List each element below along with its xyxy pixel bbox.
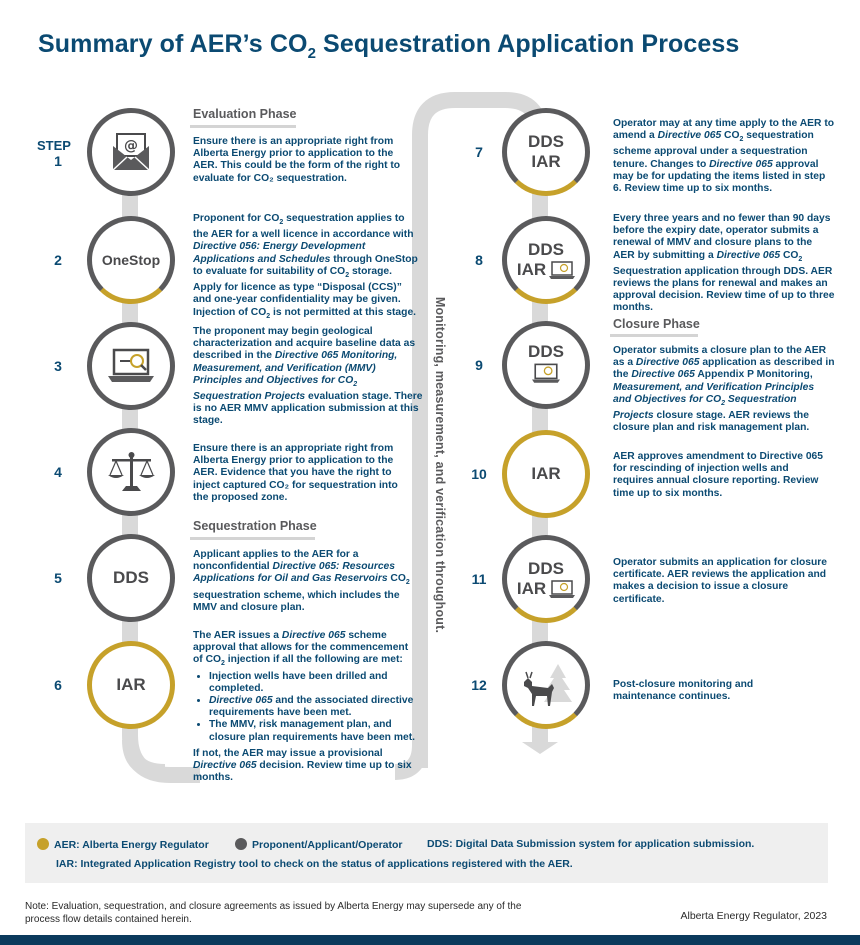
- step-number-6: 6: [54, 677, 62, 693]
- step-3-circle: [87, 322, 175, 410]
- legend-iar: IAR: Integrated Application Registry tool to check on the status of applications registered with the AER.: [56, 858, 573, 870]
- dds-label: DDS: [528, 240, 564, 259]
- step-12-description: Post-closure monitoring and maintenance continues.: [613, 679, 754, 703]
- closure-phase-underline: [610, 334, 698, 337]
- sequestration-phase-underline: [190, 537, 315, 540]
- step-number-5: 5: [54, 570, 62, 586]
- legend-proponent: [235, 838, 403, 851]
- step-number-7: 7: [475, 144, 483, 160]
- laptop-magnifier-icon: [532, 362, 560, 384]
- step-1-circle: [87, 108, 175, 196]
- step-9-labels: [528, 342, 564, 389]
- step-number-8: 8: [475, 252, 483, 268]
- iar-row: [517, 260, 575, 280]
- legend-aer: [37, 838, 209, 851]
- step-6-description: The AER issues a Directive 065 scheme approval that allows for the commencement of $CO_2$ injection if all the following are met: • Injection wells have been drilled and completed. • Directive 065 and the associated directive requirements have been met. • The MMV, risk management plan, and closure plan requirements have been met. If not, the AER may issue a provisional Directive 065 decision. Review time up to six months.: [193, 630, 418, 784]
- laptop-magnifier-icon: [106, 344, 156, 388]
- dds-iar-label: DDS IAR: [528, 132, 564, 171]
- step-number-9: 9: [475, 357, 483, 373]
- step-3-description: The proponent may begin geological characterization and acquire baseline data as described in the Directive 065 Monitoring, Measurement, and Verification (MMV) Principles and Objectives for $CO_2$ Sequestration Projects evaluation stage. There is no AER MMV application submission at this stage.: [193, 326, 423, 427]
- dds-label: DDS: [113, 568, 149, 587]
- legend-dds: DDS: Digital Data Submission system for application submission.: [427, 838, 755, 850]
- step-11-circle: [502, 535, 590, 623]
- deer-tree-icon: [518, 660, 574, 710]
- iar-label: IAR: [516, 579, 547, 598]
- step-number-3: 3: [54, 358, 62, 374]
- step-9-description: Operator submits a closure plan to the AER as a Directive 065 application as described in the Directive 065 Appendix P Monitoring, Measurement, and Verification Principles and Objectives for $CO_2$ Sequestration Projects closure stage. AER reviews the closure plan and risk management plan.: [613, 345, 835, 434]
- step-8-labels: [517, 240, 575, 280]
- step-number-1: 1: [54, 153, 62, 169]
- step-number-12: 12: [471, 677, 487, 693]
- step-5-circle: [87, 534, 175, 622]
- step-7-circle: [502, 108, 590, 196]
- step-11-labels: [517, 559, 575, 599]
- onestop-label: OneStop: [101, 252, 161, 268]
- laptop-magnifier-icon: [549, 579, 575, 599]
- step-2-description: Proponent for $CO_2$ sequestration applies to the AER for a well licence in accordance with Directive 056: Energy Development Applications and Schedules through OneStop to evaluate for suitability of $CO_2$ storage. Apply for licence as type “Disposal (CCS)” and one-year confidentiality may be given. Injection of $CO_2$ is not permitted at this stage.: [193, 213, 418, 320]
- iar-label: IAR: [531, 464, 561, 483]
- iar-label: IAR: [116, 675, 146, 694]
- step-8-circle: [502, 216, 590, 304]
- page-title: Summary of AER’s $CO_2$ Sequestration Application Process: [38, 30, 740, 62]
- dds-label: DDS: [528, 341, 564, 361]
- scales-icon: [106, 449, 156, 495]
- laptop-magnifier-icon: [549, 260, 575, 280]
- step-12-circle: [502, 641, 590, 729]
- step-6-circle: [87, 641, 175, 729]
- step-5-description: Applicant applies to the AER for a nonconfidential Directive 065: Resources Applications for Oil and Gas Reservoirs $CO_2$ sequestration scheme, which includes the MMV and closure plan.: [193, 549, 410, 613]
- legend-proponent-text: Proponent/Applicant/Operator: [252, 839, 403, 851]
- step-9-circle: [502, 321, 590, 409]
- step-number-10: 10: [471, 466, 487, 482]
- dds-label: DDS: [528, 559, 564, 578]
- step-number-11: 11: [471, 571, 487, 587]
- iar-label: IAR: [516, 260, 547, 279]
- iar-row: [517, 579, 575, 599]
- email-icon: [109, 130, 153, 174]
- step-2-circle: [87, 216, 175, 304]
- step-8-description: Every three years and no fewer than 90 days before the expiry date, operator submits a renewal of MMV and closure plans to the AER by submitting a Directive 065 $CO_2$ Sequestration application through DDS. AER reviews the plans for renewal and makes an approval decision. Review time of up to three months.: [613, 213, 835, 314]
- step-number-4: 4: [54, 464, 62, 480]
- grey-dot-icon: [235, 838, 247, 850]
- step-word: STEP: [37, 138, 71, 153]
- step-1-description: Ensure there is an appropriate right from Alberta Energy prior to application to the AER. This could be the form of the right to evaluate for CO₂ sequestration.: [193, 136, 401, 184]
- step-10-description: AER approves amendment to Directive 065 for rescinding of injection wells and requires annual closure reporting. Review time up to six months.: [613, 451, 824, 499]
- footnote: Note: Evaluation, sequestration, and closure agreements as issued by Alberta Energy may supersede any of the process flow details contained herein.: [25, 901, 522, 925]
- step-4-circle: [87, 428, 175, 516]
- step-4-description: Ensure there is an appropriate right from Alberta Energy prior to application to the AER. Evidence that you have the right to inject captured CO₂ for sequestration into the proposed zone.: [193, 443, 398, 503]
- gold-dot-icon: [37, 838, 49, 850]
- svg-text:@: @: [124, 138, 138, 154]
- step-7-description: Operator may at any time apply to the AER to amend a Directive 065 $CO_2$ sequestration scheme approval under a sequestration tenure. Changes to Directive 065 approval may be for updating the items listed in step 6. Review time up to six months.: [613, 118, 835, 195]
- monitoring-flow-label: Monitoring, measurement, and verification throughout.: [433, 296, 447, 634]
- legend: [25, 823, 828, 883]
- step-10-circle: [502, 430, 590, 518]
- legend-aer-text: AER: Alberta Energy Regulator: [54, 839, 209, 851]
- credit: Alberta Energy Regulator, 2023: [680, 910, 827, 922]
- step-number-2: 2: [54, 252, 62, 268]
- evaluation-phase-heading: Evaluation Phase: [193, 107, 297, 121]
- step-11-description: Operator submits an application for closure certificate. AER reviews the application and makes a decision to issue a closure certificate.: [613, 557, 827, 605]
- closure-phase-heading: Closure Phase: [613, 317, 700, 331]
- bottom-bar: [0, 935, 860, 945]
- evaluation-phase-underline: [190, 125, 296, 128]
- sequestration-phase-heading: Sequestration Phase: [193, 519, 317, 533]
